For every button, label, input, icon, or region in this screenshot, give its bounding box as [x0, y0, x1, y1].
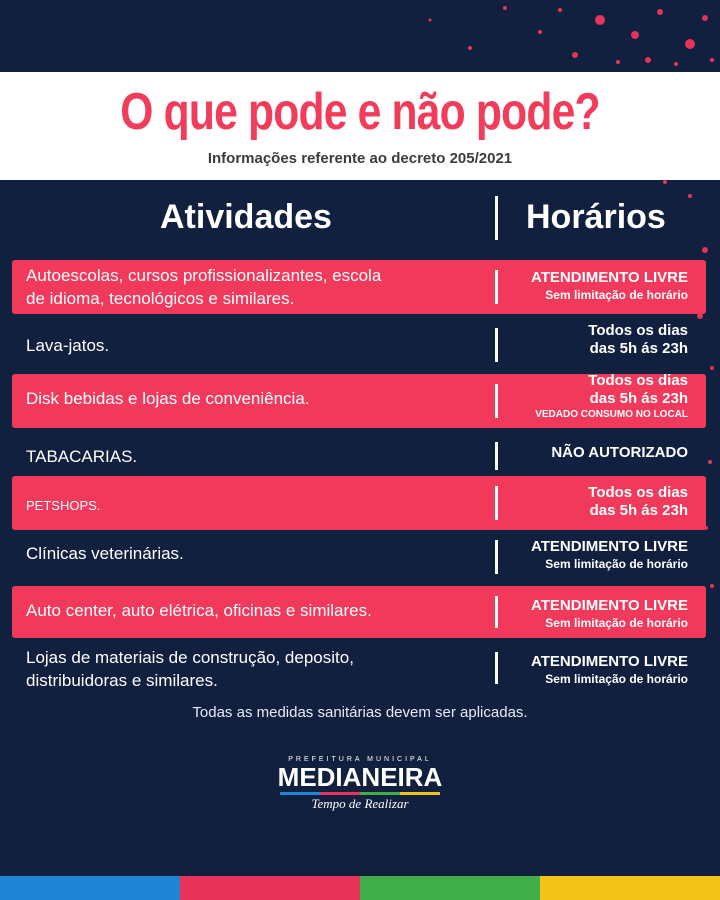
bar-segment-blue — [0, 876, 180, 900]
row-divider — [495, 596, 498, 628]
medianeira-logo — [270, 756, 450, 816]
table-row — [12, 532, 706, 582]
hours-info: Todos os dias das 5h ás 23h VEDADO CONSUMO NO LOCAL — [535, 372, 688, 420]
hours-info: Todos os dias das 5h ás 23h — [588, 322, 688, 357]
activity-label: Disk bebidas e lojas de conveniência. — [26, 389, 310, 408]
logo-tagline: Tempo de Realizar — [311, 796, 409, 811]
table-row — [12, 586, 706, 638]
row-divider — [495, 328, 498, 362]
column-header-activities: Atividades — [160, 198, 332, 236]
activity-label: Autoescolas, cursos profissionalizantes, escola de idioma, tecnológicos e similares. — [26, 266, 382, 308]
activity-label: Lava-jatos. — [26, 336, 110, 355]
bar-segment-yellow — [540, 876, 720, 900]
activity-label: PETSHOPS. — [26, 498, 101, 513]
bottom-color-bar — [0, 876, 720, 900]
table-row — [12, 432, 706, 472]
table-row — [12, 476, 706, 530]
hours-info: ATENDIMENTO LIVRE Sem limitação de horário — [531, 653, 688, 686]
row-divider — [495, 442, 498, 470]
row-divider — [495, 540, 498, 574]
hours-info: Todos os dias das 5h ás 23h — [588, 484, 688, 519]
logo-color-line — [280, 792, 440, 795]
logo-name: MEDIANEIRA — [277, 762, 443, 792]
column-divider — [495, 196, 498, 240]
column-header-hours: Horários — [526, 198, 666, 236]
footer-note: Todas as medidas sanitárias devem ser aplicadas. — [192, 704, 528, 721]
bar-segment-pink — [180, 876, 360, 900]
page-title: O que pode e não pode? — [120, 83, 600, 141]
table-row — [12, 260, 706, 314]
bar-segment-green — [360, 876, 540, 900]
activity-label: Clínicas veterinárias. — [26, 544, 184, 563]
row-divider — [495, 270, 498, 304]
activity-label: Lojas de materiais de construção, deposito, distribuidoras e similares. — [26, 648, 354, 690]
row-divider — [495, 486, 498, 520]
hours-info: NÃO AUTORIZADO — [551, 444, 688, 461]
hours-info: ATENDIMENTO LIVRE Sem limitação de horário — [531, 597, 688, 630]
table-row — [12, 374, 706, 428]
hours-info: ATENDIMENTO LIVRE Sem limitação de horário — [531, 538, 688, 571]
row-divider — [495, 384, 498, 418]
page-subtitle: Informações referente ao decreto 205/2021 — [207, 150, 513, 167]
activity-label: Auto center, auto elétrica, oficinas e similares. — [26, 601, 372, 620]
table-row — [12, 318, 706, 372]
hours-info: ATENDIMENTO LIVRE Sem limitação de horário — [531, 269, 688, 302]
logo-top-text: PREFEITURA MUNICIPAL — [288, 756, 432, 763]
row-divider — [495, 652, 498, 684]
title-banner — [0, 72, 720, 180]
table-row — [12, 642, 706, 696]
activity-label: TABACARIAS. — [26, 447, 138, 466]
